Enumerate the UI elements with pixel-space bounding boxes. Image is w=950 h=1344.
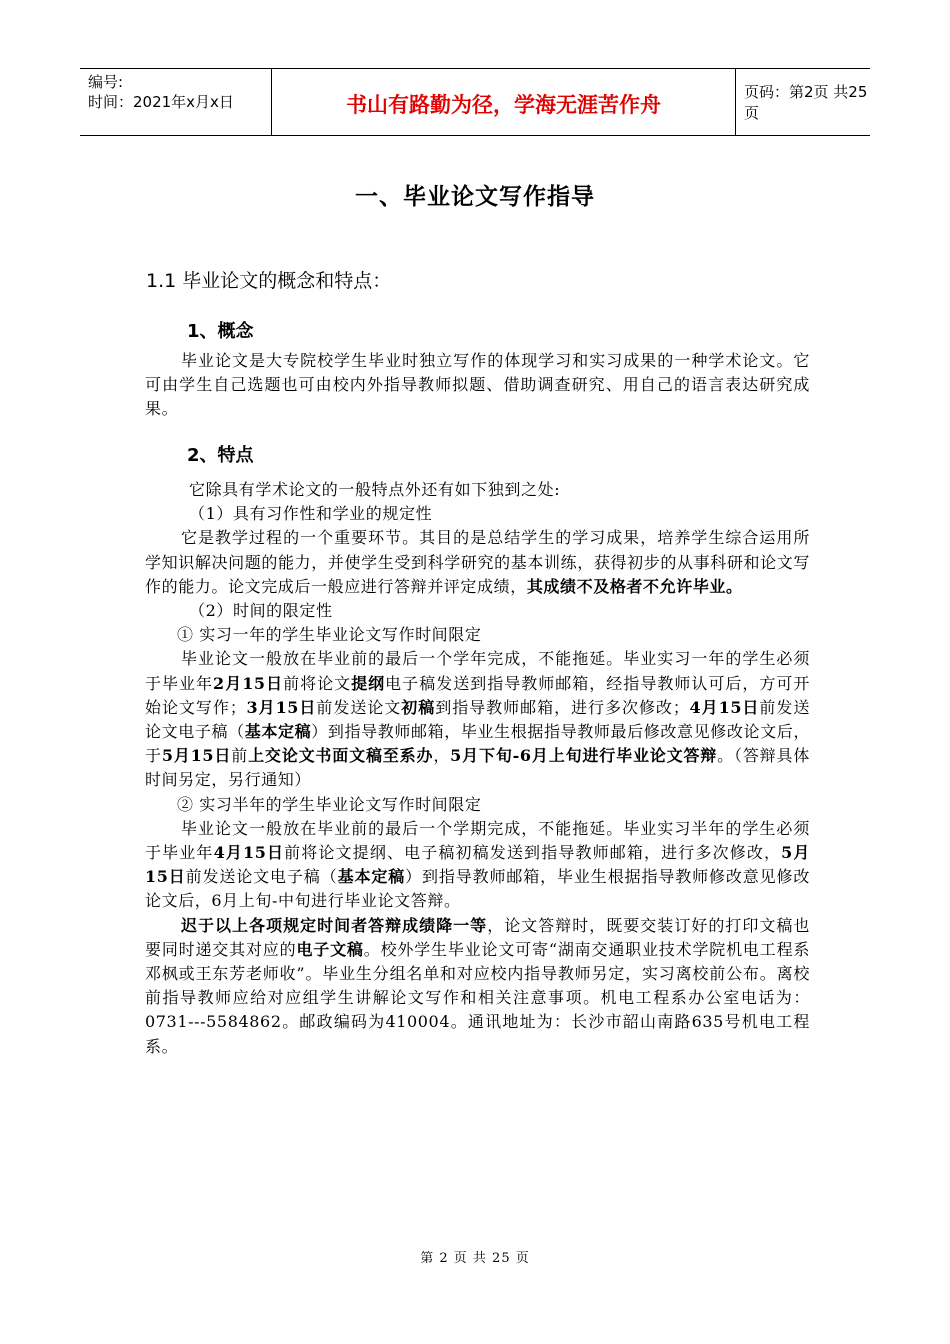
sub1-paragraph: 毕业论文一般放在毕业前的最后一个学年完成，不能拖延。毕业实习一年的学生必须于毕业年2月15日前将论文提纲电子稿发送到指导教师邮箱，经指导教师认可后，方可开始论文写作；3月15日前发送论文初稿到指导教师邮箱，进行多次修改；4月15日前发送论文电子稿（基本定稿）到指导教师邮箱，毕业生根据指导教师最后修改意见修改论文后，于5月15日前上交论文书面文稿至系办，5月下旬-6月上旬进行毕业论文答辩。（答辩具体时间另定，另行通知） — [145, 649, 811, 790]
final-paragraph: 迟于以上各项规定时间者答辩成绩降一等，论文答辩时，既要交装订好的打印文稿也要同时递交其对应的电子文稿。校外学生毕业论文可寄“湖南交通职业技术学院机电工程系邓枫或王东芳老师收”。毕业生分组名单和对应校内指导教师另定，实习离校前公布。离校前指导教师应给对应组学生讲解论文写作和相关注意事项。机电工程系办公室电话为：0731---5584862。邮政编码为410004。通讯地址为：长沙市韶山南路635号机电工程系。 — [145, 915, 810, 1056]
sub2-title: ② 实习半年的学生毕业论文写作时间限定 — [177, 794, 482, 814]
concept-heading: 1、概念 — [187, 321, 254, 342]
item1-title: （1）具有习作性和学业的规定性 — [189, 504, 433, 524]
header-motto: 书山有路勤为径，学海无涯苦作舟 — [272, 69, 736, 135]
page-header — [80, 68, 870, 136]
concept-paragraph — [145, 349, 810, 422]
sub2-paragraph: 毕业论文一般放在毕业前的最后一个学期完成，不能拖延。毕业实习半年的学生必须于毕业年4月15日前将论文提纲、电子稿初稿发送到指导教师邮箱，进行多次修改，5月15日前发送论文电子稿（基本定稿）到指导教师邮箱，毕业生根据指导教师修改意见修改论文后，6月上旬-中旬进行毕业论文答辩。 — [145, 818, 810, 911]
header-page-info: 页码：第2页 共25页 — [744, 83, 868, 122]
document-title: 一、毕业论文写作指导 — [355, 184, 595, 210]
features-body — [145, 478, 810, 1059]
concept-text: 毕业论文是大专院校学生毕业时独立写作的体现学习和实习成果的一种学术论文。它可由学生自己选题也可由校内外指导教师拟题、借助调查研究、用自己的语言表达研究成果。 — [145, 351, 810, 419]
number-label: 编号: — [88, 73, 124, 91]
item2-title: （2）时间的限定性 — [189, 601, 333, 621]
item1-paragraph: 它是教学过程的一个重要环节。其目的是总结学生的学习成果，培养学生综合运用所学知识解决问题的能力，并使学生受到科学研究的基本训练，获得初步的从事科研和论文写作的能力。论文完成后一般应进行答辩并评定成绩，其成绩不及格者不允许毕业。 — [145, 528, 810, 596]
section-heading: 1.1 毕业论文的概念和特点： — [146, 270, 392, 292]
time-label: 时间：2021年x月x日 — [88, 93, 234, 111]
item1-bold: 其成绩不及格者不允许毕业。 — [526, 576, 743, 596]
features-intro: 它除具有学术论文的一般特点外还有如下独到之处: — [189, 480, 561, 499]
page-footer: 第 2 页 共 25 页 — [420, 1251, 530, 1266]
sub1-title: ① 实习一年的学生毕业论文写作时间限定 — [177, 625, 482, 645]
features-heading: 2、特点 — [187, 445, 254, 466]
header-meta — [80, 69, 272, 135]
